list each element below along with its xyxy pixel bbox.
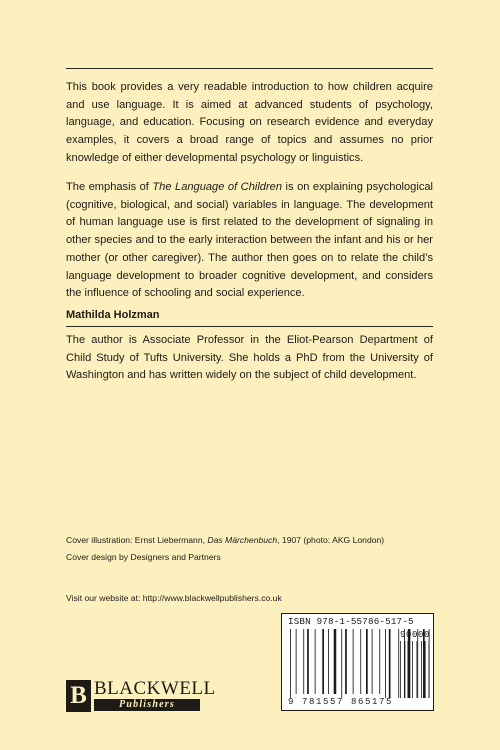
isbn-barcode <box>281 613 434 711</box>
book-title: The Language of Children <box>152 181 283 193</box>
author-name: Mathilda Holzman <box>66 309 160 321</box>
emphasis-rest: is on explaining psychological (cognitive, biological, and social) variables in language. The development of human language use is first related to the development of signaling in other species and to the early interaction between the infant and his or her mother (or other caregiver). The author then goes on to relate the child’s language development to broader cognitive development, and considers the influence of schooling and social experience. <box>66 181 433 300</box>
cover-credits <box>66 532 384 566</box>
illustration-prefix: Cover illustration: Ernst Liebermann, <box>66 535 208 545</box>
illustration-title: Das Märchenbuch <box>207 535 278 545</box>
author-rule <box>66 326 433 327</box>
emphasis-paragraph <box>66 179 433 303</box>
publisher-sub: Publishers <box>94 699 200 711</box>
publisher-name: BLACKWELL <box>94 678 216 699</box>
illustration-credit <box>66 532 384 549</box>
barcode-addon-digits: 90000 <box>400 630 431 640</box>
design-credit: Cover design by Designers and Partners <box>66 552 221 562</box>
isbn-number: ISBN 978-1-55786-517-5 <box>288 616 414 627</box>
emphasis-prefix: The emphasis of <box>66 181 153 193</box>
illustration-suffix: , 1907 (photo: AKG London) <box>277 535 385 545</box>
intro-paragraph: This book provides a very readable introduction to how children acquire and use language. It is aimed at advanced students of psychology, language, and education. Focusing on research evidence and everyday examples, it covers a broad range of topics and assumes no prior knowledge of either developmental psychology or linguistics. <box>66 81 433 164</box>
publisher-logo-mark: B <box>66 680 91 712</box>
barcode-digits: 9 781557 865175 <box>288 697 394 707</box>
website-line: Visit our website at: http://www.blackwellpublishers.co.uk <box>66 593 282 603</box>
top-rule <box>66 68 433 69</box>
publisher-logo <box>66 678 216 712</box>
author-bio: The author is Associate Professor in the Eliot-Pearson Department of Child Study of Tufts University. She holds a PhD from the University of Washington and has written widely on the subject of child development. <box>66 334 433 382</box>
